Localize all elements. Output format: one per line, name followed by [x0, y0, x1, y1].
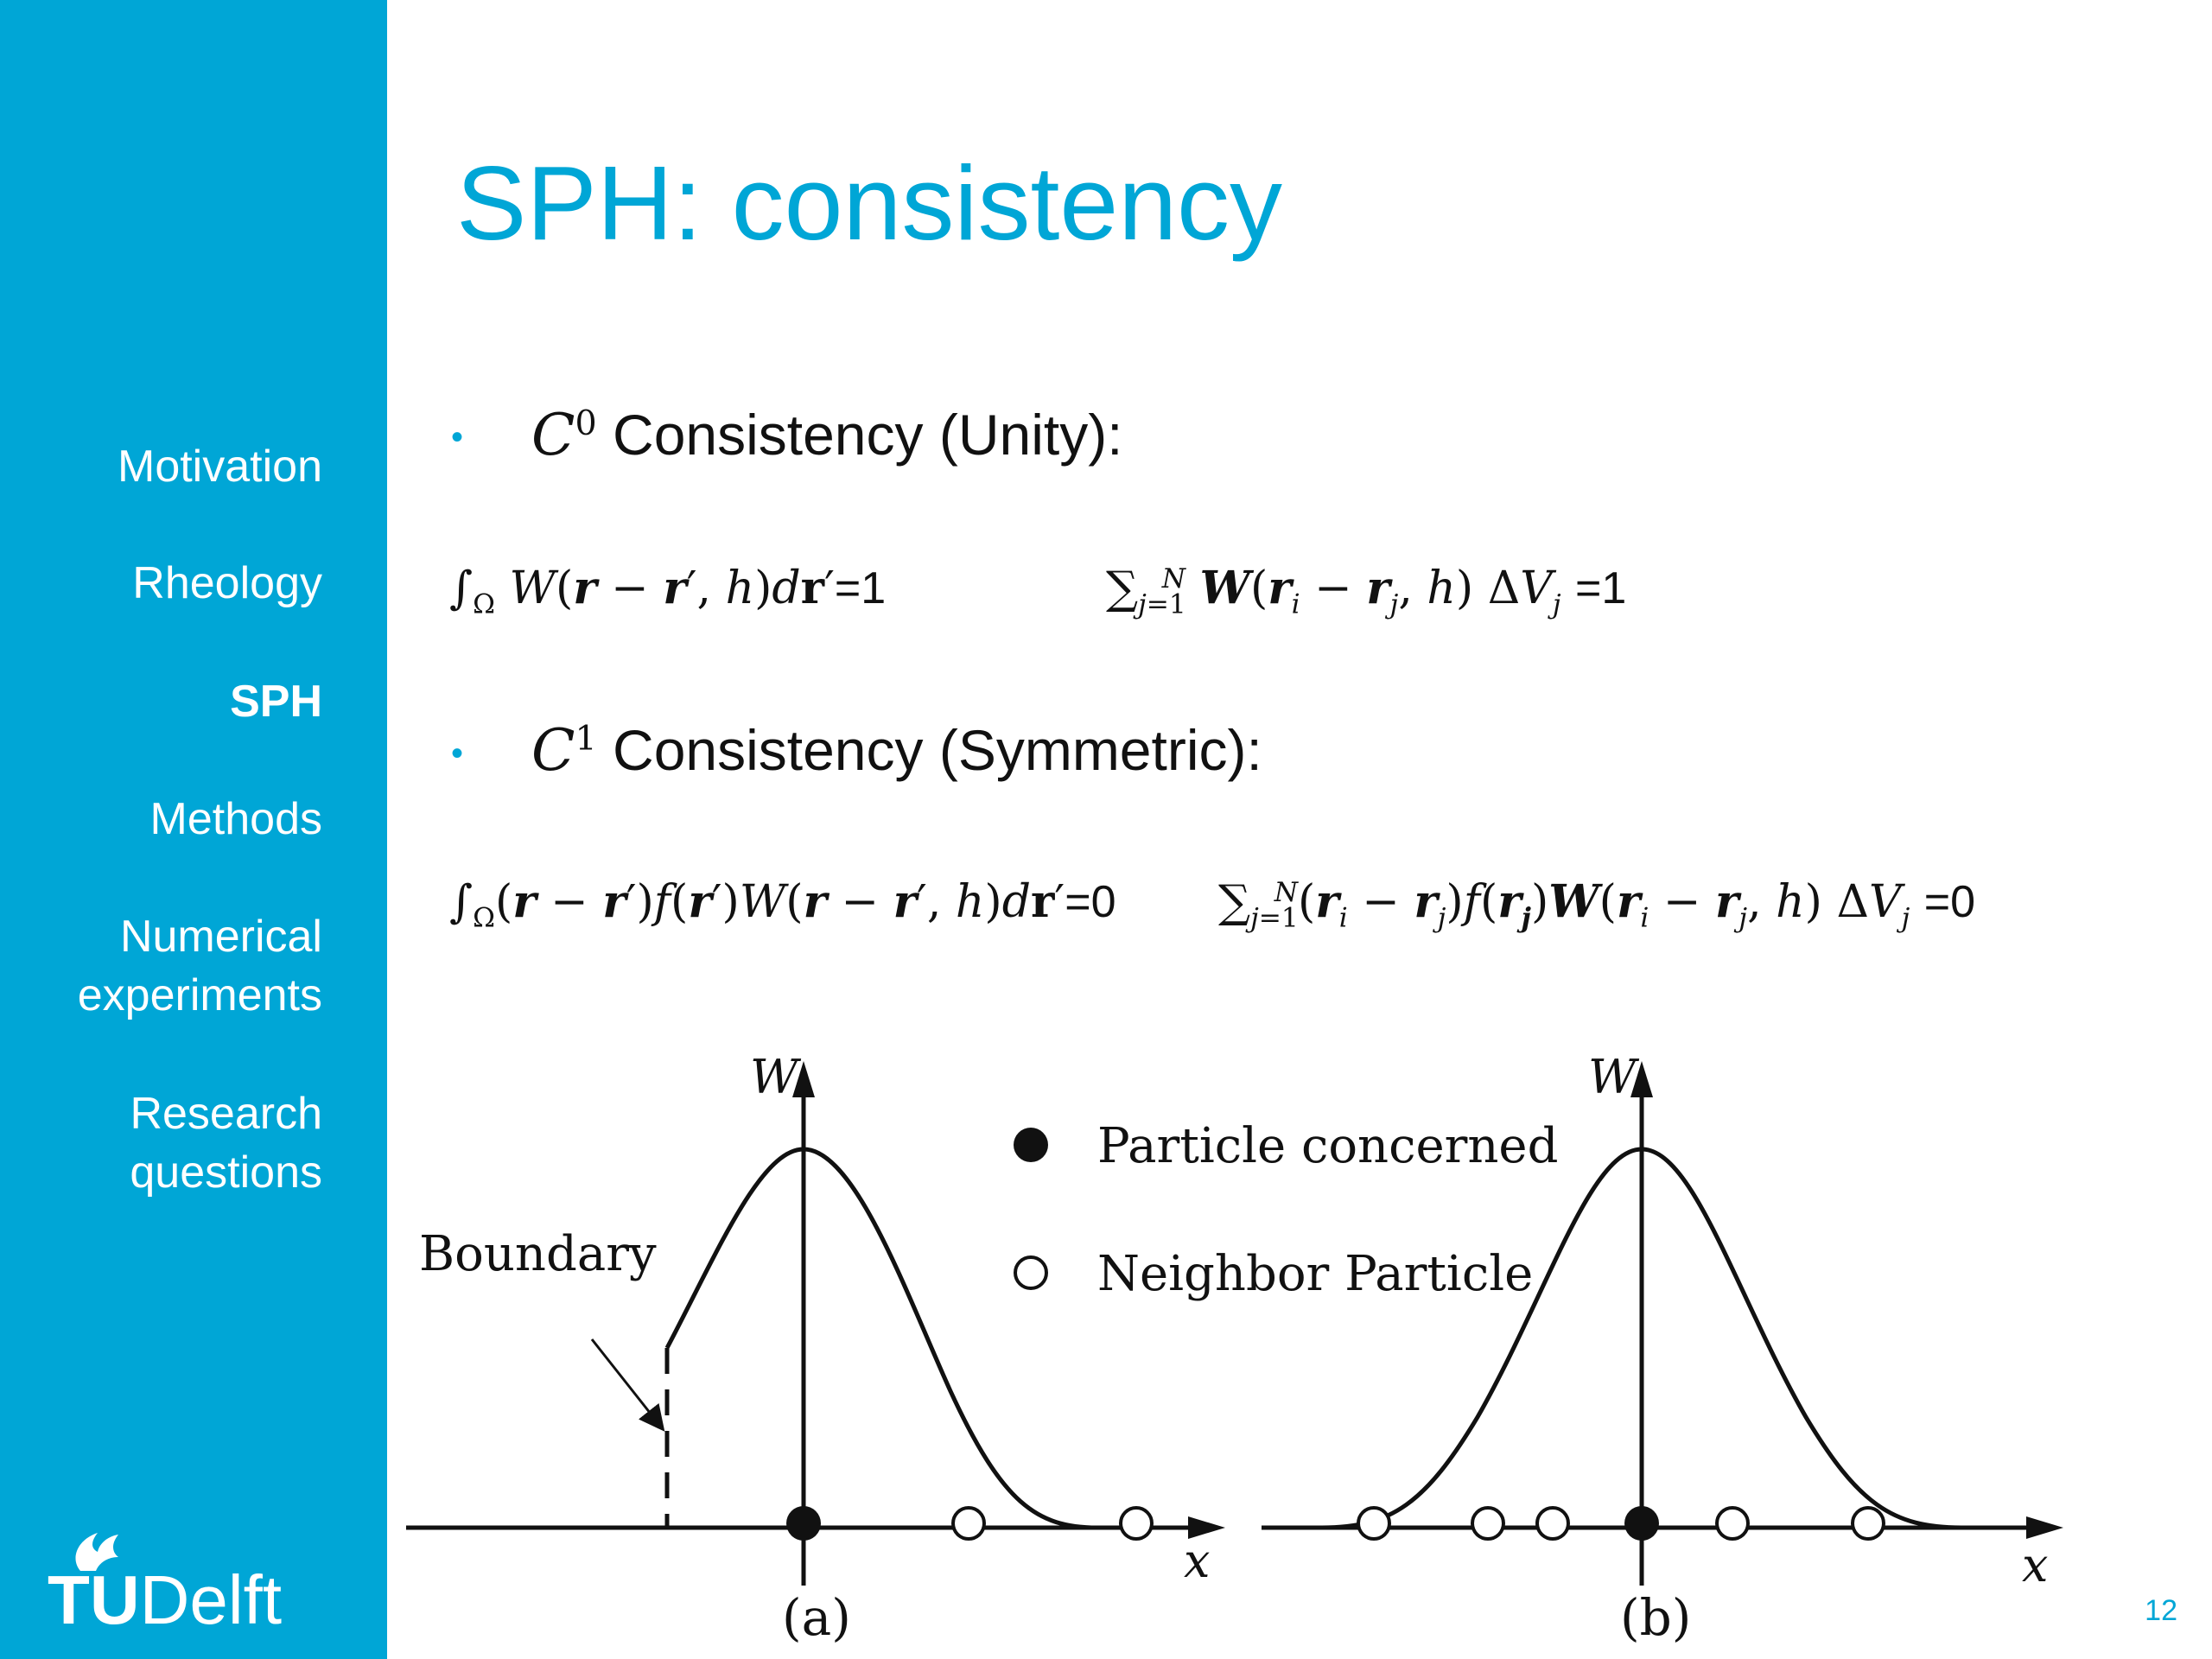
tudelft-logo: TUDelft [48, 1521, 333, 1633]
bullet-dot: • [451, 734, 464, 772]
bullet-dot: • [451, 418, 464, 456]
equation-c1-integral: $\int_\Omega(r - r')f(r')W(r - r'$, h)dr′=0 [449, 875, 1116, 934]
neighbor-particle [1472, 1508, 1503, 1539]
equation-c0-sum: $\sum_{j=1}^N$ $W(r_i - r_j$, h) $\Delta V_j =1$ [1106, 562, 1627, 620]
boundary-arrow [592, 1339, 657, 1421]
nav-item-rheology[interactable]: Rheology [132, 558, 322, 608]
bullet-c0-consistency: $C^0$ Consistency (Unity): [531, 402, 1123, 468]
equation-c1-sum: $\sum_{j=1}^N(r_i - r_j)f(r_j)W(r_i - r_j$, h) $\Delta V_j =0$ [1218, 875, 1976, 934]
legend-concerned-label: Particle concerned [1097, 1118, 1559, 1174]
sidebar [0, 0, 387, 1659]
boundary-label: Boundary [419, 1226, 657, 1282]
nav-item-numerical-experiments[interactable]: Numerical experiments [77, 912, 322, 1020]
neighbor-particle [1717, 1508, 1748, 1539]
x-axis-label-a: x [1184, 1534, 1211, 1588]
nav-item-research-questions[interactable]: Research questions [130, 1089, 322, 1198]
neighbor-particle [1537, 1508, 1568, 1539]
nav-item-methods[interactable]: Methods [149, 794, 322, 844]
nav-item-motivation[interactable]: Motivation [118, 442, 322, 492]
x-axis-label-b: x [2022, 1538, 2049, 1592]
kernel-curve-a [667, 1149, 1158, 1528]
legend-open-dot [1015, 1257, 1046, 1288]
y-axis-label-a: W [750, 1050, 798, 1104]
kernel-figure [406, 1020, 2100, 1659]
caption-b: (b) [1620, 1588, 1692, 1647]
equation-c0-integral: $\int_\Omega$ W(r − r′, h)dr′=1 [449, 562, 887, 620]
y-axis-label-b: W [1588, 1050, 1637, 1104]
slide-title: SPH: consistency [456, 144, 1283, 262]
page-number: 12 [2145, 1594, 2177, 1627]
legend-neighbor-label: Neighbor Particle [1097, 1246, 1534, 1302]
neighbor-particle [1853, 1508, 1884, 1539]
particle-concerned-a [786, 1506, 821, 1541]
legend-filled-dot [1014, 1128, 1048, 1162]
neighbor-particle [953, 1508, 984, 1539]
particle-concerned-b [1624, 1506, 1659, 1541]
neighbor-particle [1121, 1508, 1152, 1539]
bullet-c1-consistency: $C^1$ Consistency (Symmetric): [531, 717, 1262, 784]
legend [1014, 1118, 1558, 1302]
neighbor-particle [1358, 1508, 1389, 1539]
caption-a: (a) [782, 1588, 851, 1647]
nav-item-sph[interactable]: SPH [230, 677, 322, 727]
